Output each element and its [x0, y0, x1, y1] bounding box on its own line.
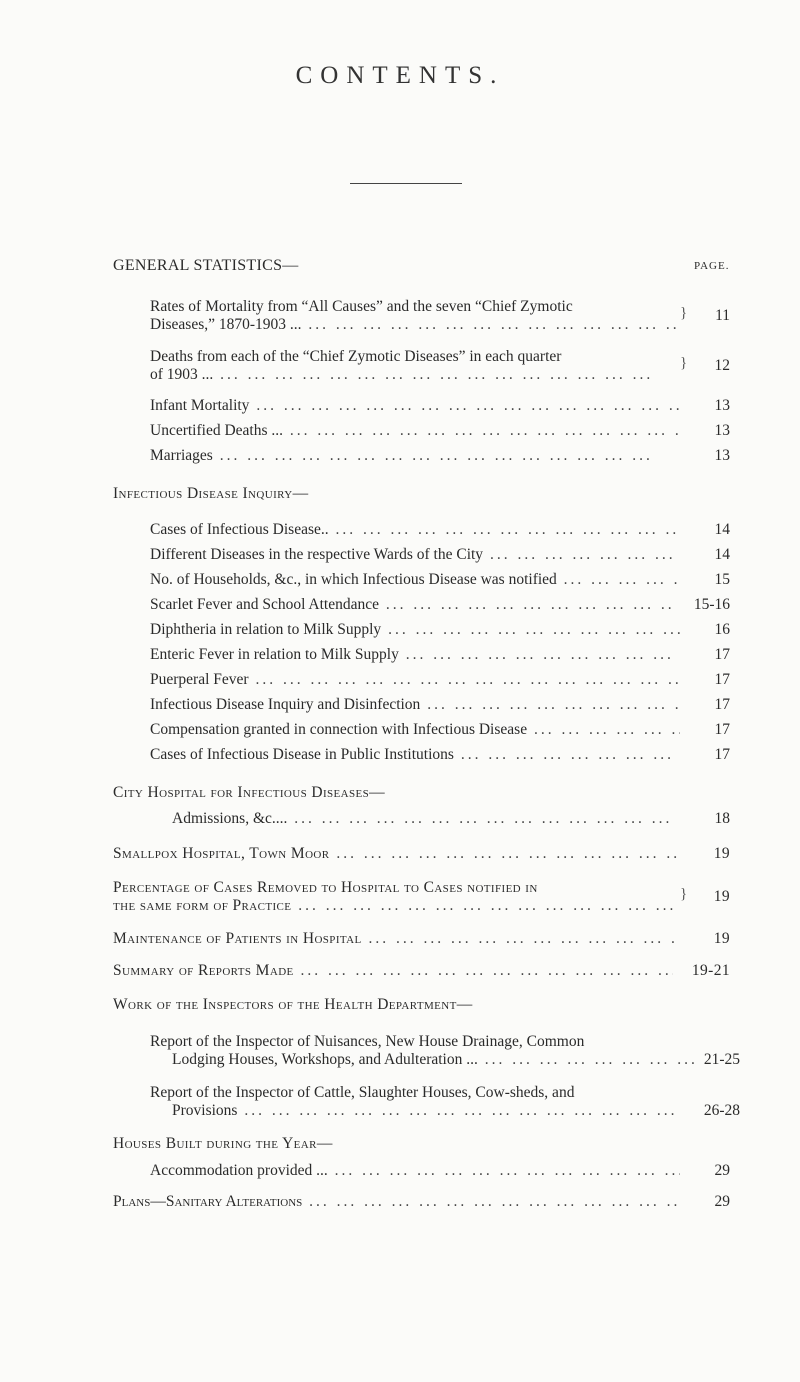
toc-entry-page: 19 [713, 930, 730, 947]
toc-entry-label-line2: the same form of Practice ... . [113, 897, 673, 915]
toc-entry-label-line1: Percentage of Cases Removed to Hospital to Cases notified in [113, 879, 538, 896]
toc-entry-label: Puerperal Fever ... . [150, 671, 680, 689]
toc-entry-label-line1: Report of the Inspector of Cattle, Slaughter Houses, Cow-sheds, and [150, 1084, 575, 1101]
toc-entry[interactable]: Deaths from each of the “Chief Zymotic Diseases” in each quarter of 1903 ... ... . } 12 [150, 348, 730, 384]
toc-entry-page: 16 [714, 621, 730, 638]
section-heading-work-of-inspectors: Work of the Inspectors of the Health Department— [113, 996, 473, 1013]
toc-entry-label: Cases of Infectious Disease in Public Institutions ... . [150, 746, 680, 764]
toc-entry-page: 12 [714, 357, 730, 374]
toc-entry-label-line2: of 1903 ... ... . [150, 366, 653, 384]
toc-entry-label: No. of Households, &c., in which Infectious Disease was notified ... . [150, 571, 680, 589]
toc-entry-label: Infant Mortality ... . [150, 397, 680, 415]
toc-entry[interactable]: Percentage of Cases Removed to Hospital to Cases notified in the same form of Practice ... . } 19 [113, 879, 730, 915]
toc-entry-label-line2: Provisions ... . [172, 1102, 677, 1120]
toc-entry-label: Plans—Sanitary Alterations ... . [113, 1193, 681, 1211]
toc-entry-label: Maintenance of Patients in Hospital ... . [113, 930, 678, 948]
toc-entry-label: Compensation granted in connection with Infectious Disease ... . [150, 721, 680, 739]
toc-entry-page: 29 [714, 1193, 730, 1210]
toc-entry-page: 21-25 [703, 1051, 740, 1068]
toc-entry-page: 19 [713, 888, 730, 905]
toc-entry-page: 15-16 [693, 596, 730, 613]
toc-entry-label-line2: Diseases,” 1870-1903 ... ... . [150, 316, 678, 334]
toc-entry-page: 14 [714, 546, 730, 563]
toc-entry-page: 14 [714, 521, 730, 538]
toc-entry-label: Admissions, &c.... ... . [172, 810, 680, 828]
toc-entry-label: Accommodation provided ... ... . [150, 1162, 680, 1180]
toc-entry-page: 19 [713, 845, 730, 862]
toc-entry-label: Enteric Fever in relation to Milk Supply ... . [150, 646, 680, 664]
toc-entry-page: 17 [714, 721, 730, 738]
toc-entry-label: Marriages ... . [150, 447, 653, 465]
toc-entry-page: 17 [714, 696, 730, 713]
toc-entry-page: 13 [714, 447, 730, 464]
toc-entry-page: 19-21 [691, 962, 730, 979]
toc-entry-label: Different Diseases in the respective Wards of the City ... . [150, 546, 680, 564]
toc-entry[interactable] [150, 1033, 740, 1069]
section-heading-infectious-disease-inquiry: Infectious Disease Inquiry— [113, 485, 309, 502]
toc-entry-page: 29 [714, 1162, 730, 1179]
toc-entry-page: 17 [714, 646, 730, 663]
toc-entry-page: 13 [714, 422, 730, 439]
toc-entry-label: Summary of Reports Made ... . [113, 962, 673, 980]
page-column-heading: PAGE. [694, 260, 730, 272]
section-heading-city-hospital: City Hospital for Infectious Diseases— [113, 784, 386, 801]
toc-entry-label: Infectious Disease Inquiry and Disinfection ... . [150, 696, 680, 714]
toc-entry-label: Diphtheria in relation to Milk Supply ... . [150, 621, 680, 639]
toc-entry-page: 11 [715, 307, 730, 324]
toc-entry-label-line1: Rates of Mortality from “All Causes” and the seven “Chief Zymotic [150, 298, 573, 315]
toc-entry[interactable]: Rates of Mortality from “All Causes” and the seven “Chief Zymotic Diseases,” 1870-1903 ... ... . } 11 [150, 298, 730, 334]
toc-entry-page: 17 [714, 746, 730, 763]
toc-entry-page: 26-28 [703, 1102, 740, 1119]
toc-entry-label-line1: Deaths from each of the “Chief Zymotic Diseases” in each quarter [150, 348, 562, 365]
toc-entry-page: 18 [714, 810, 730, 827]
toc-entry-label: Scarlet Fever and School Attendance ... . [150, 596, 675, 614]
toc-entry[interactable] [150, 1084, 740, 1120]
toc-entry-label-line1: Report of the Inspector of Nuisances, New House Drainage, Common [150, 1033, 585, 1050]
toc-entry-label: Smallpox Hospital, Town Moor ... . [113, 845, 678, 863]
toc-entry-label: Uncertified Deaths ... ... . [150, 422, 680, 440]
toc-entry-page: 13 [714, 397, 730, 414]
page-title: CONTENTS. [295, 62, 505, 89]
toc-entry-page: 15 [714, 571, 730, 588]
toc-entry-label-line2: Lodging Houses, Workshops, and Adulteration ... ... . [172, 1051, 704, 1069]
section-heading-houses-built: Houses Built during the Year— [113, 1135, 333, 1152]
toc-entry-label: Cases of Infectious Disease.. ... . [150, 521, 680, 539]
section-heading-general-statistics: GENERAL STATISTICS— [113, 257, 299, 274]
title-rule [350, 183, 462, 184]
toc-entry-page: 17 [714, 671, 730, 688]
